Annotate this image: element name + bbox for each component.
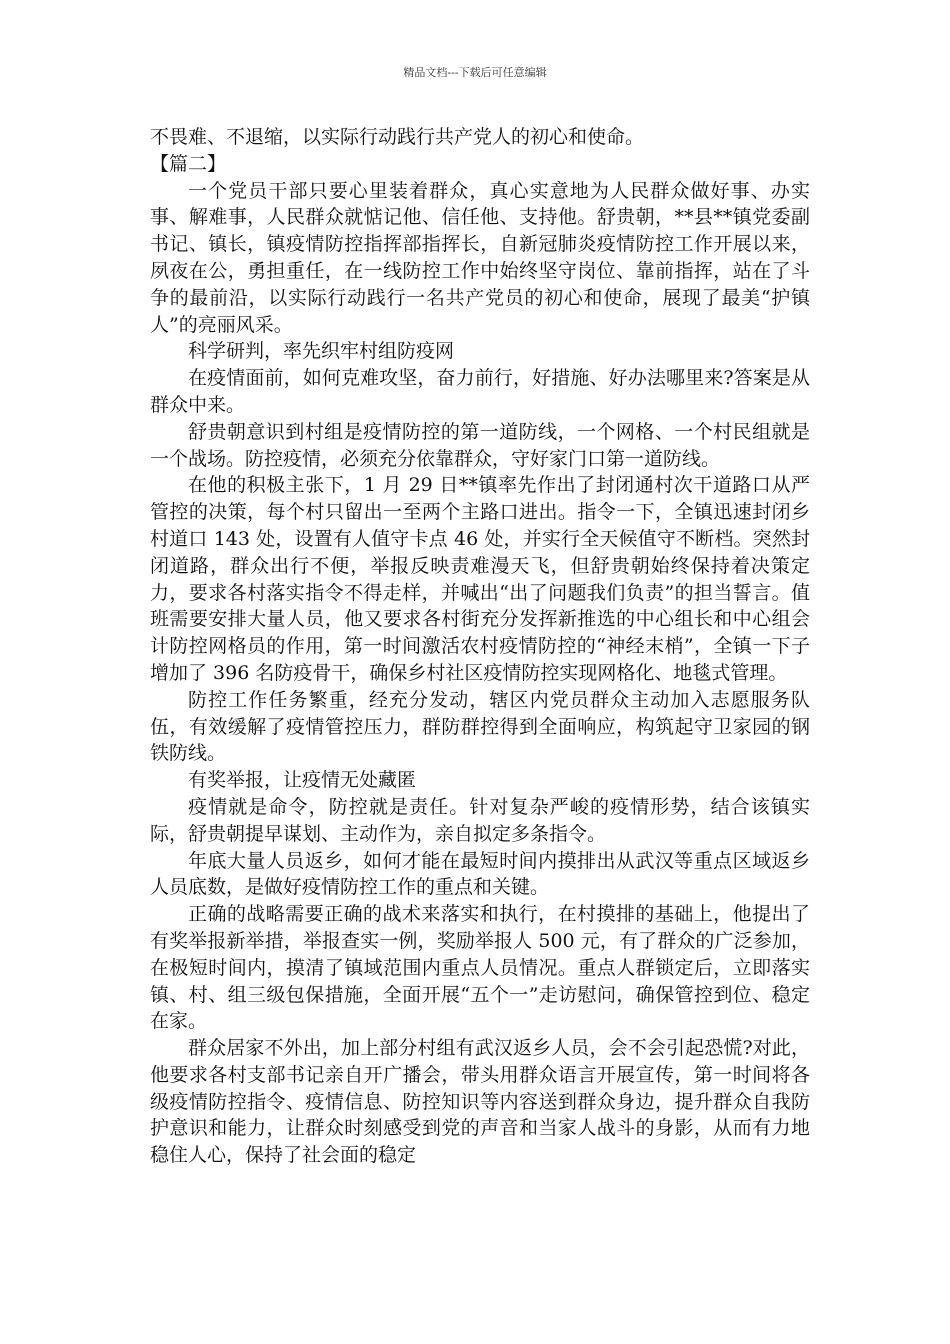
subheading-research: 科学研判，率先织牢村组防疫网 [188, 340, 455, 363]
paragraph: 在他的积极主张下，1 月 29 日**镇率先作出了封闭通村次干道路口从严管控的决策，每个村只留出一至两个主路口进出。指令一下，全镇迅速封闭乡村道口 143 处，设置有人值守卡点 46 处，并实行全天候值守不断档。突然封闭道路，群众出行不便，举报反映责难漫天飞，但舒贵朝始终保持着决策定力，要求各村落实指令不得走样，并喊出“出了问题我们负责”的担当誓言。值班需要安排大量人员，他又要求各村街充分发挥新推选的中心组长和中心组会计防控网格员的作用，第一时间激活农村疫情防控的“神经末梢”，全镇一下子增加了 396 名防疫骨干，确保乡村社区疫情防控实现网格化、地毯式管理。 [150, 474, 810, 684]
paragraph: 防控工作任务繁重，经充分发动，辖区内党员群众主动加入志愿服务队伍，有效缓解了疫情管控压力，群防群控得到全面响应，构筑起守卫家园的钢铁防线。 [150, 688, 810, 765]
paragraph: 舒贵朝意识到村组是疫情防控的第一道防线，一个网格、一个村民组就是一个战场。防控疫情，必须充分依靠群众，守好家门口第一道防线。 [150, 420, 810, 470]
paragraph: 年底大量人员返乡，如何才能在最短时间内摸排出从武汉等重点区域返乡人员底数，是做好疫情防控工作的重点和关键。 [150, 849, 810, 899]
paragraph: 正确的战略需要正确的战术来落实和执行，在村摸排的基础上，他提出了有奖举报新举措，举报查实一例，奖励举报人 500 元，有了群众的广泛参加，在极短时间内，摸清了镇域范围内重点人员情况。重点人群锁定后，立即落实镇、村、组三级包保措施，全面开展“五个一”走访慰问，确保管控到位、稳定在家。 [150, 903, 810, 1033]
paragraph: 在疫情面前，如何克难攻坚，奋力前行，好措施、好办法哪里来?答案是从群众中来。 [150, 367, 810, 416]
subheading-reward: 有奖举报，让疫情无处藏匿 [188, 769, 417, 792]
page-header: 精品文档---下载后可任意编辑 [403, 66, 547, 79]
paragraph-continuation: 不畏难、不退缩，以实际行动践行共产党人的初心和使命。 [150, 126, 645, 148]
paragraph: 群众居家不外出，加上部分村组有武汉返乡人员，会不会引起恐慌?对此，他要求各村支部书记亲自开广播会，带头用群众语言开展宣传，第一时间将各级疫情防控指令、疫情信息、防控知识等内容送到群众身边，提升群众自我防护意识和能力，让群众时刻感受到党的声音和当家人战斗的身影，从而有力地稳住人心，保持了社会面的稳定 [150, 1037, 810, 1167]
section-marker: 【篇二】 [150, 152, 227, 175]
paragraph-intro: 一个党员干部只要心里装着群众，真心实意地为人民群众做好事、办实事、解难事，人民群众就惦记他、信任他、支持他。舒贵朝，**县**镇党委副书记、镇长，镇疫情防控指挥部指挥长，自新冠肺炎疫情防控工作开展以来，夙夜在公，勇担重任，在一线防控工作中始终坚守岗位、靠前指挥，站在了斗争的最前沿，以实际行动践行一名共产党员的初心和使命，展现了最美“护镇人”的亮丽风采。 [150, 179, 810, 336]
document-body [150, 124, 810, 1169]
paragraph: 疫情就是命令，防控就是责任。针对复杂严峻的疫情形势，结合该镇实际，舒贵朝提早谋划、主动作为，亲自拟定多条指令。 [150, 795, 810, 845]
